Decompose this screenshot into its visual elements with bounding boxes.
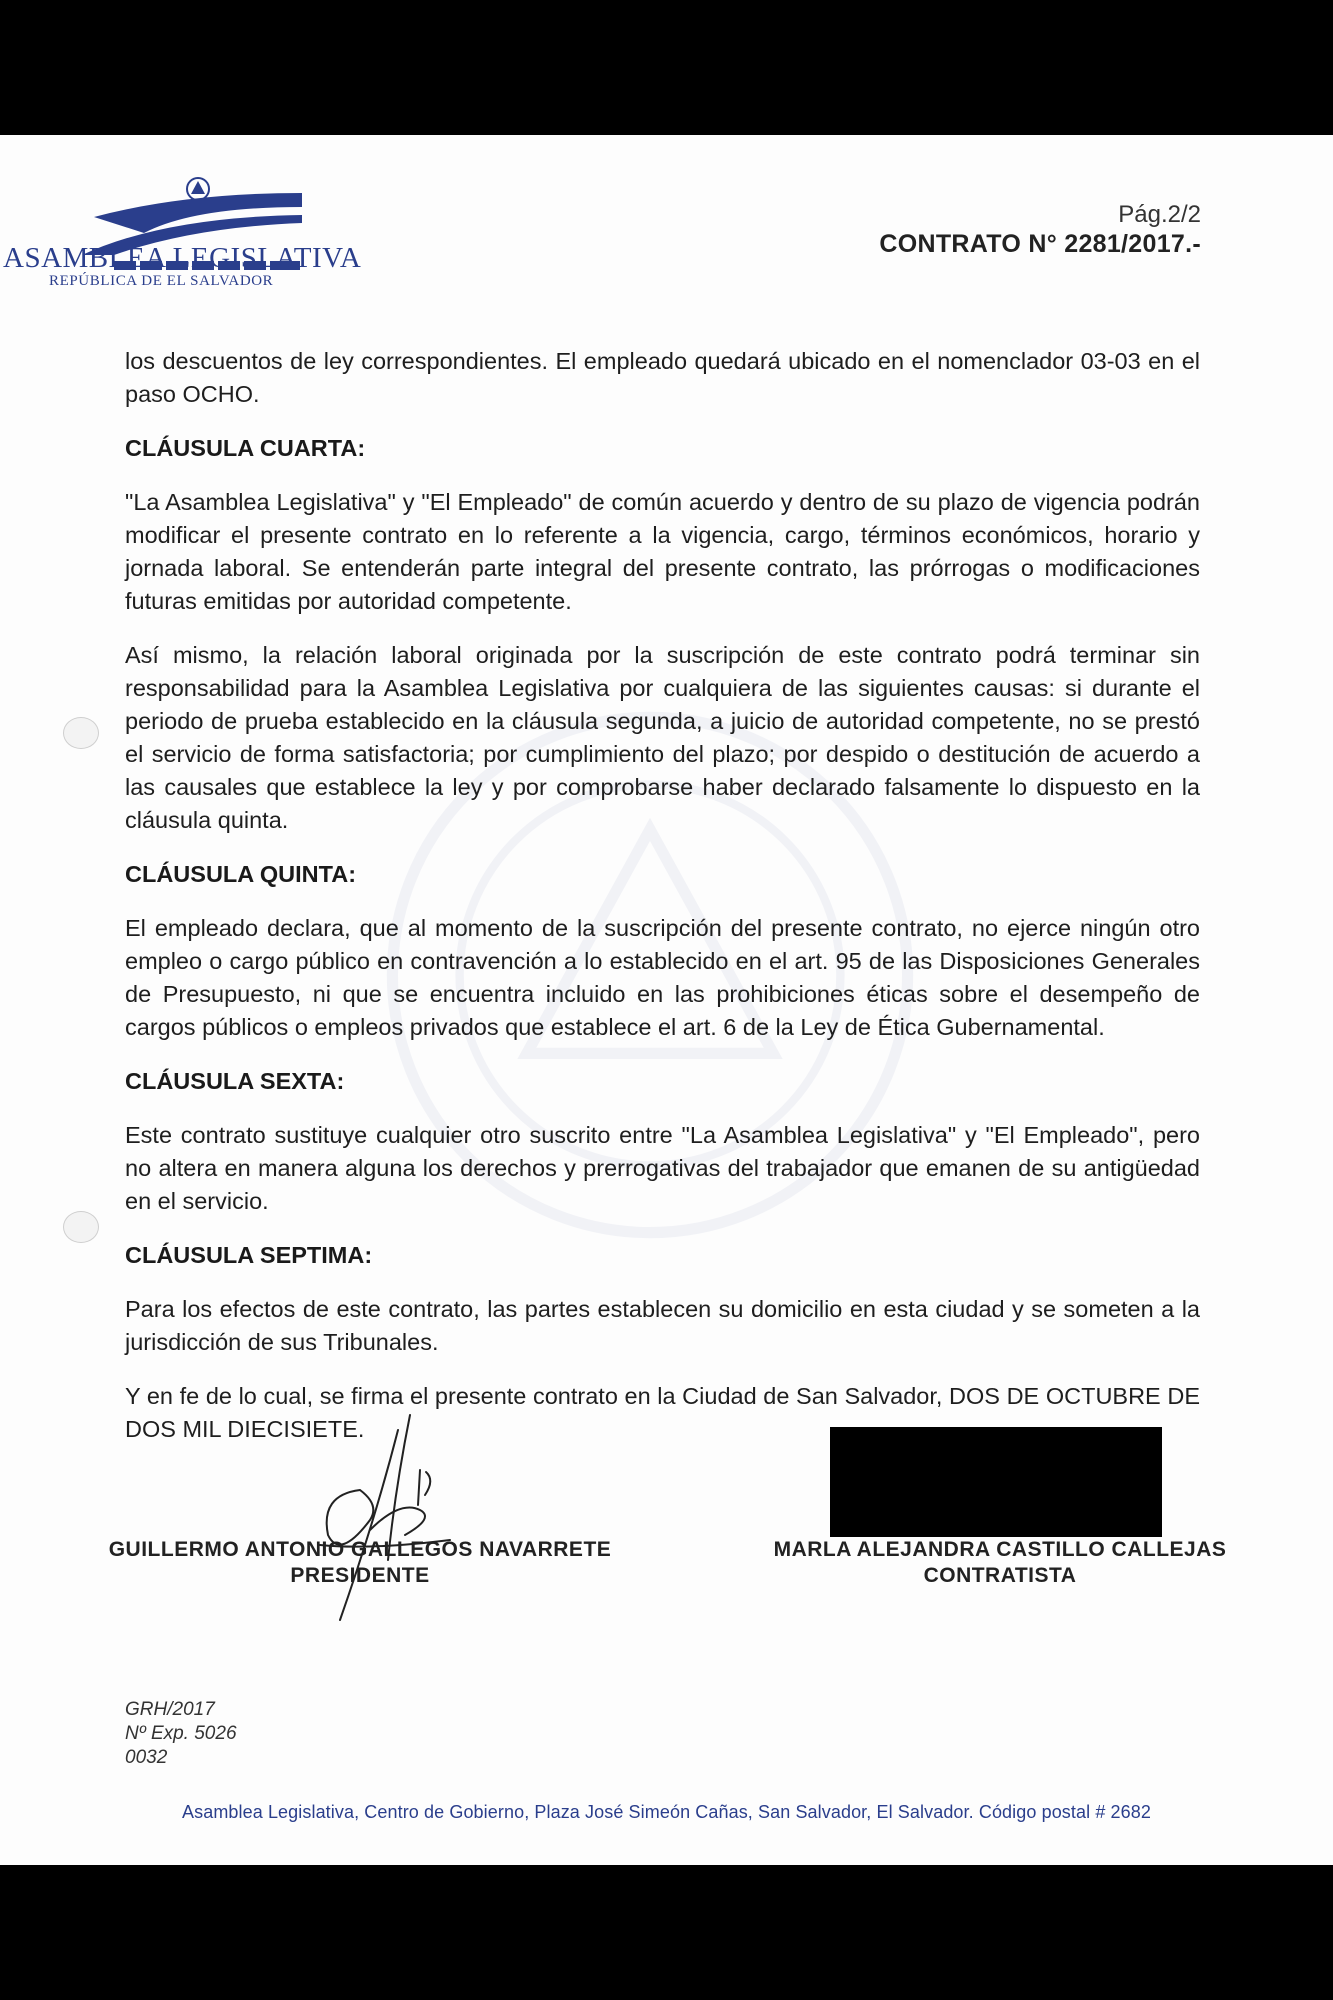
logo-title: ASAMBLEA LEGISLATIVA: [3, 242, 362, 274]
footer-address: Asamblea Legislativa, Centro de Gobierno, Plaza José Simeón Cañas, San Salvador, El Salvador. Código postal # 2682: [182, 1802, 1151, 1822]
ref-line: 0032: [125, 1747, 168, 1768]
page-number: Pág.2/2: [1118, 201, 1201, 228]
contract-body: [125, 345, 1200, 1467]
paragraph: El empleado declara, que al momento de la suscripción del presente contrato, no ejerce ningún otro empleo o cargo público en contravención a lo establecido en el art. 95 de las Disposiciones Generales de Presupuesto, ni que se encuentra incluido en las prohibiciones éticas sobre el desempeño de cargos públicos o empleos privados que establece el art. 6 de la Ley de Ética Gubernamental.: [125, 915, 1200, 1040]
punch-hole: [63, 1211, 99, 1243]
paragraph: Este contrato sustituye cualquier otro suscrito entre "La Asamblea Legislativa" y "El Empleado", pero no altera en manera alguna los derechos y prerrogativas del trabajador que emanen de su antigüedad en el servicio.: [125, 1122, 1200, 1214]
logo-subtitle: REPÚBLICA DE EL SALVADOR: [49, 273, 274, 289]
signatory-name: GUILLERMO ANTONIO GALLEGOS NAVARRETE: [108, 1538, 612, 1561]
ref-line: GRH/2017: [125, 1699, 215, 1720]
contract-number: CONTRATO N° 2281/2017.-: [879, 230, 1201, 258]
signatory-left: [80, 1537, 640, 1589]
paragraph: los descuentos de ley correspondientes. El empleado quedará ubicado en el nomenclador 03-03 en el paso OCHO.: [125, 348, 1200, 407]
handwritten-signature: [300, 1410, 460, 1635]
document-page: [0, 135, 1333, 1865]
signatory-right: [720, 1537, 1280, 1589]
paragraph: Así mismo, la relación laboral originada por la suscripción de este contrato podrá terminar sin responsabilidad para la Asamblea Legislativa por cualquiera de las siguientes causas: si durante el periodo de prueba establecido en la cláusula segunda, a juicio de autoridad competente, no se prestó el servicio de forma satisfactoria; por cumplimiento del plazo; por despido o destitución de acuerdo a las causales que establece la ley y por comprobarse haber declarado falsamente lo dispuesto en la cláusula quinta.: [125, 642, 1200, 833]
punch-hole: [63, 717, 99, 749]
paragraph: "La Asamblea Legislativa" y "El Empleado" de común acuerdo y dentro de su plazo de vigencia podrán modificar el presente contrato en lo referente a la vigencia, cargo, términos económicos, horario y jornada laboral. Se entenderán parte integral del presente contrato, las prórrogas o modificaciones futuras emitidas por autoridad competente.: [125, 489, 1200, 614]
signatory-role: CONTRATISTA: [923, 1564, 1077, 1587]
file-reference: [125, 1698, 237, 1770]
clause-heading: CLÁUSULA CUARTA:: [125, 435, 366, 461]
ref-line: Nº Exp. 5026: [125, 1723, 237, 1744]
clause-heading: CLÁUSULA QUINTA:: [125, 861, 357, 887]
paragraph: Para los efectos de este contrato, las partes establecen su domicilio en esta ciudad y se someten a la jurisdicción de sus Tribunales.: [125, 1296, 1200, 1355]
clause-heading: CLÁUSULA SEPTIMA:: [125, 1242, 373, 1268]
redacted-signature: [830, 1427, 1162, 1537]
signatory-role: PRESIDENTE: [290, 1564, 430, 1587]
clause-heading: CLÁUSULA SEXTA:: [125, 1068, 345, 1094]
signatory-name: MARLA ALEJANDRA CASTILLO CALLEJAS: [773, 1538, 1227, 1561]
paragraph: Y en fe de lo cual, se firma el presente contrato en la Ciudad de San Salvador, DOS DE OCTUBRE DE DOS MIL DIECISIETE.: [125, 1383, 1200, 1442]
